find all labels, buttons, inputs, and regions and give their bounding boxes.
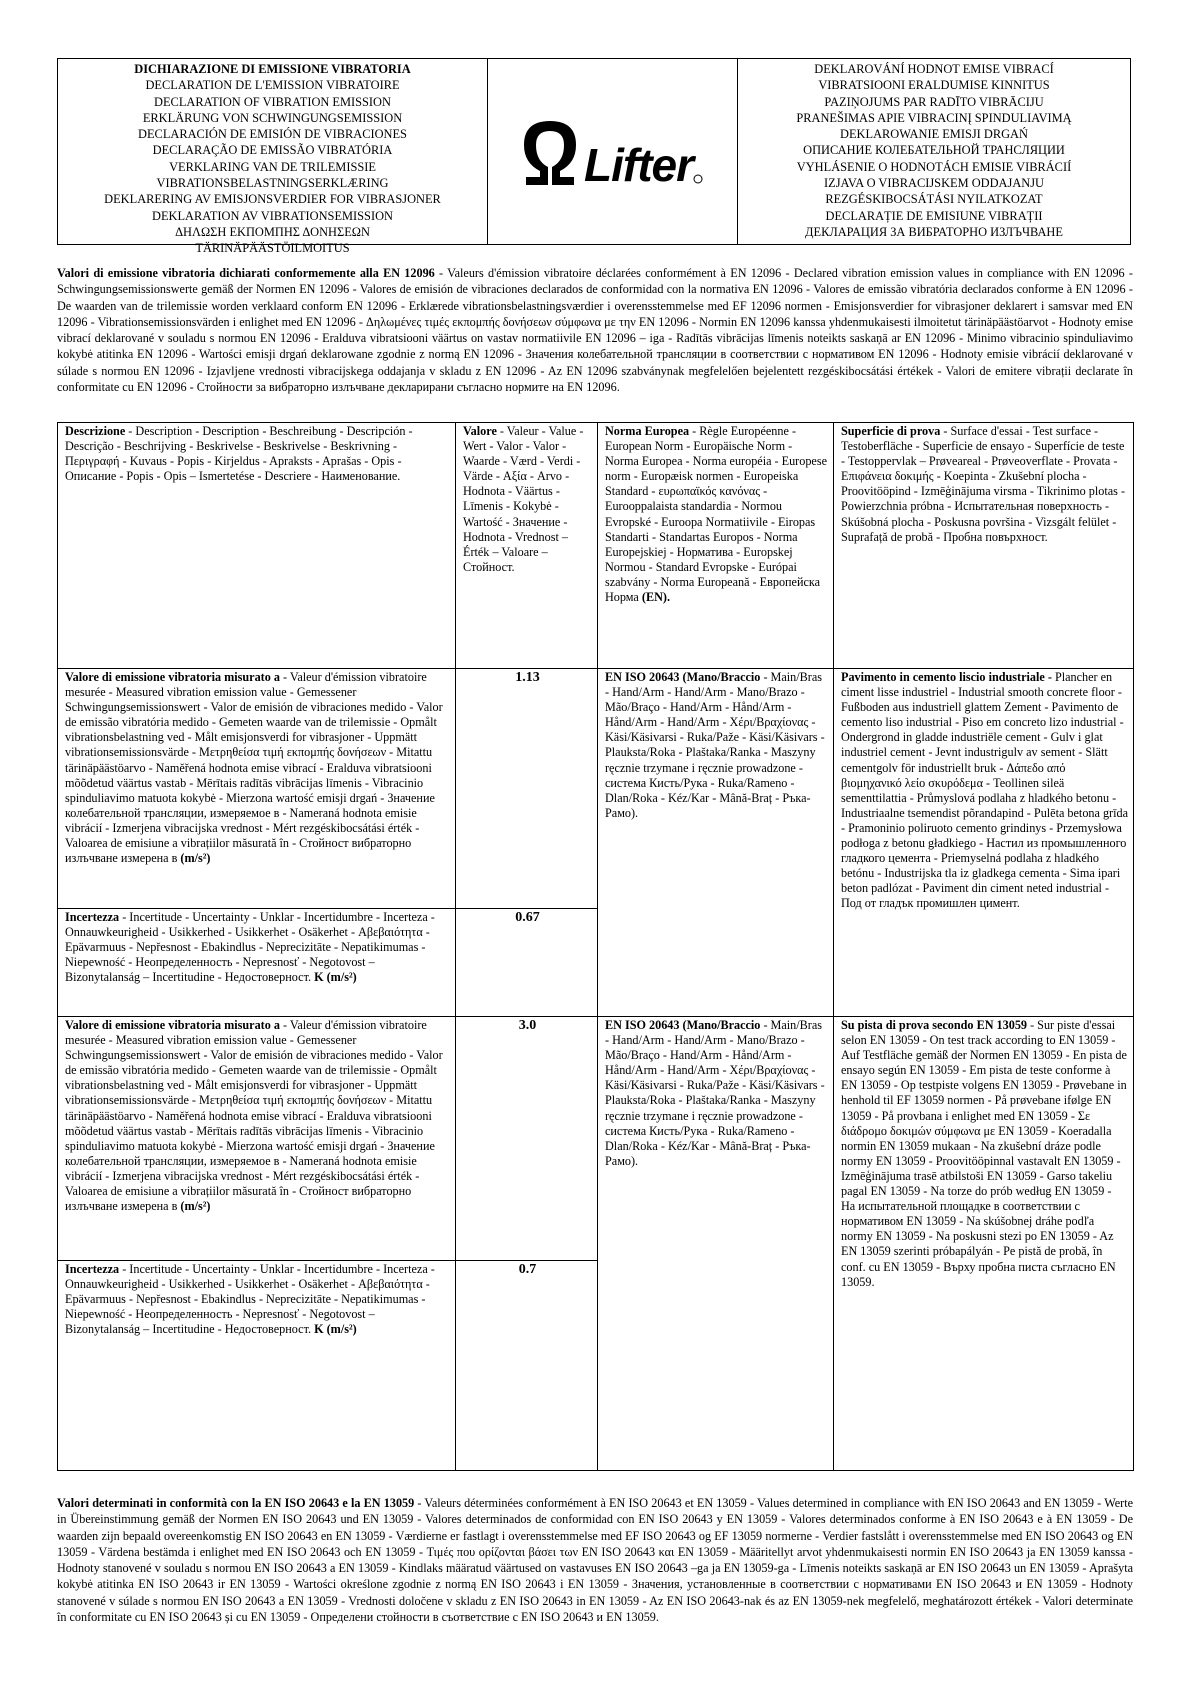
uncertainty-label: Incertezza - Incertitude - Uncertainty - Unklar - Incertidumbre - Incerteza - Onnauwkeurigheid - Usikkerhed - Usikkerhet - Osäkerhet - Αβεβαιότητα - Epävarmuus - Nepřesnost - Ebakindlus - Neprecizitāte - Nepatikimumas - Niepewność - Неопределенность - Nepresnosť - Negotovost – Bizonytalanság – Incertitudine - Недостоверност. K (m/s²) [58,909,456,1017]
title-line: DECLARAȚIE DE EMISIUNE VIBRAȚII [825,208,1043,223]
header-description: Descrizione - Description - Description - Beschreibung - Descripción - Descrição - Beschrijving - Beskrivelse - Beskrivelse - Beskrivning - Περιγραφή - Kuvaus - Popis - Kirjeldus - Apraksts - Aprašas - Opis - Описание - Popis - Opis – Ismertetése - Descriere - Наименование. [58,423,456,669]
logo-cell [488,59,738,244]
logo-wordmark: Lifter [584,139,693,191]
header-value: Valore - Valeur - Value - Wert - Valor - Valor - Waarde - Værd - Verdi - Värde - Αξία - Arvo - Hodnota - Väärtus - Līmenis - Kokybė - Wartość - Значение - Hodnota - Vrednost – Érték – Valoare – Стойност. [456,423,598,669]
title-line: VYHLÁSENIE O HODNOTÁCH EMISIE VIBRÁCIÍ [796,159,1072,174]
measured-label: Valore di emissione vibratoria misurato a - Valeur d'émission vibratoire mesurée - Measured vibration emission value - Gemessener Schwingungsemissionswert - Valor de emisión de vibraciones medido - Valor de emissão vibratória medido - Gemeten waarde van de trilemissie - Opmålt vibrationsbelastning ved - Målt emisjonsverdi for vibrasjoner - Uppmätt vibrationsemissionsvärde - Μετρηθείσα τιμή εκπομπής δονήσεων - Mitattu tärinäpäästöarvo - Naměřená hodnota emise vibrací - Eralduva vibratsiooni mõõdetud väärtus vastab - Mērītais radītās vibrācijas līmenis - Vibracinio spinduliavimo matuota kokybė - Mierzona wartość emisji drgań - Значение колебательной трансляции, измеряемое в - Nameraná hodnota emisie vibrácií - Izmerjena vibracijska vrednost - Mért rezgéskibocsátási érték - Valoarea de emisiune a vibrațiilor măsurată în - Стойност вибраторно излъчване измерена в (m/s²) [58,1017,456,1261]
measured-value: 3.0 [456,1017,598,1261]
footer-paragraph [57,1495,1133,1625]
footer-lead: Valori determinati in conformità con la EN ISO 20643 e la EN 13059 [57,1496,415,1510]
title-line: VIBRATSIOONI ERALDUMISE KINNITUS [818,78,1050,93]
footer-text: - Valeurs déterminées conformément à EN ISO 20643 et EN 13059 - Values determined in compliance with EN ISO 20643 and EN 13059 - Werte in Übereinstimmung gemäß der Normen EN ISO 20643 und EN 13059 - Valores determinados de conformidad con EN ISO 20643 y EN 13059 - Valores determinados conforme à EN ISO 20643 e à EN 13059 - De waarden zijn bepaald overeenkomstig EN ISO 20643 en EN 13059 - Værdierne er fastlagt i overensstemmelse med EF ISO 20643 og EF 13059 normerne - Verdier fastslått i overensstemmelse med EN ISO 20643 og EN 13059 - Värdena bestämda i enlighet med EN ISO 20643 och EN 13059 - Τιμές που ορίζονται βάσει των EN ISO 20643 και EN 13059 - Määritellyt arvot yhdenmukaisesti normin EN ISO 20643 ja EN 13059 kanssa - Hodnoty stanovené v souladu s normou EN ISO 20643 a EN 13059 - Kindlaks määratud väärtused on vastavuses EN ISO 20643 –ga ja EN 13059-ga - Līmenis noteikts saskaņā ar EN ISO 20643 un EN 13059 - Aprašyta kokybė atitinka EN ISO 20643 ir EN 13059 - Wartości określone zgodnie z normą EN ISO 20643 i EN 13059 - Значения, установленные в соответствии с нормативами EN ISO 20643 и EN 13059 - Hodnoty stanovené v súlade s normou EN ISO 20643 a EN 13059 - Vrednosti določene v skladu z EN ISO 20643 in EN 13059 - Az EN ISO 20643-nak és az EN 13059-nek megfelelő, meghatározott értékek - Valori determinate în conformitate cu EN ISO 20643 și cu EN 13059 - Определени стойности в съответствие с EN ISO 20643 и EN 13059. [57,1496,1133,1625]
intro-lead: Valori di emissione vibratoria dichiarati conformemente alla EN 12096 [57,266,435,280]
title-line: ДЕКЛАРАЦИЯ ЗА ВИБРАТОРНО ИЗЛЪЧВАНЕ [805,224,1063,239]
header-surface: Superficie di prova - Surface d'essai - Test surface - Testoberfläche - Superficie de ensayo - Superfície de teste - Testoppervlak – Prøveareal - Prøveoverflate - Provata - Επιφάνεια δοκιμής - Koepinta - Zkušební plocha - Proovitööpind - Izmēģinājuma virsma - Tikrinimo plotas - Powierzchnia próbna - Испытательная поверхность - Skúšobná plocha - Poskusna površina - Vizsgált felület - Suprafață de probă - Пробна повърхност. [834,423,1134,669]
declaration-header [57,58,1131,256]
title-line: VERKLARING VAN DE TRILEMISSIE [169,159,376,174]
title-line: ERKLÄRUNG VON SCHWINGUNGSEMISSION [142,110,403,125]
header-norm: Norma Europea - Règle Européenne - European Norm - Europäische Norm - Norma Europea - Norma européia - Europese norm - Europæisk normen - Europeiska Standard - ευρωπαϊκός κανόνας - Eurooppalaista standardia - Normou Evropské - Euroopa Normatiivile - Eiropas Standarti - Standartas Europos - Norma Europejskiej - Норматива - Europskej Normou - Standard Evropske - Európai szabvány - Norma Europeană - Европейска Норма (EN). [598,423,834,669]
surface-cell: Pavimento in cemento liscio industriale - Plancher en ciment lisse industriel - Industrial smooth concrete floor - Fußboden aus industriell glattem Zement - Pavimento de cemento liso industrial - Piso em concreto lizo industrial - Ondergrond in gladde industriële cement - Gulv i glat industriel cement - Jevnt industrigulv av sement - Slätt cementgolv för industriellt bruk - Δάπεδο από βιομηχανικό λείο σκυρόδεμα - Teollinen sileä sementtilattia - Průmyslová podlaha z hladkého betonu - Industriaalne tsemendist põrandapind - Pulēta betona grīda - Pramoninio poliruoto cemento grindinys - Przemysłowa podłoga z betonu gładkiego - Настил из промышленного гладкого цемента - Priemyselná podlaha z hladkého betónu - Industrijska tla iz gladkega cementa - Sima ipari beton padlózat - Paviment din ciment neted industrial - Под от гладък промишлен цимент. [834,669,1134,1017]
measured-label: Valore di emissione vibratoria misurato a - Valeur d'émission vibratoire mesurée - Measured vibration emission value - Gemessener Schwingungsemissionswert - Valor de emisión de vibraciones medido - Valor de emissão vibratória medido - Gemeten waarde van de trilemissie - Opmålt vibrationsbelastning ved - Målt emisjonsverdi for vibrasjoner - Uppmätt vibrationsemissionsvärde - Μετρηθείσα τιμή εκπομπής δονήσεων - Mitattu tärinäpäästöarvo - Naměřená hodnota emise vibrací - Eralduva vibratsiooni mõõdetud väärtus vastab - Mērītais radītās vibrācijas līmenis - Vibracinio spinduliavimo matuota kokybė - Mierzona wartość emisji drgań - Значение колебательной трансляции, измеряемое в - Nameraná hodnota emisie vibrácií - Izmerjena vibracijska vrednost - Mért rezgéskibocsátási érték - Valoarea de emisiune a vibrațiilor măsurată în - Стойност вибраторно излъчване измерена в (m/s²) [58,669,456,909]
title-line: DECLARACIÓN DE EMISIÓN DE VIBRACIONES [138,127,407,142]
norm-cell: EN ISO 20643 (Mano/Braccio - Main/Bras - Hand/Arm - Hand/Arm - Mano/Brazo - Mão/Braço - Hand/Arm - Hånd/Arm - Hånd/Arm - Hand/Arm - Χέρι/Βραχίονας - Käsi/Käsivarsi - Ruka/Paže - Käsi/Käsivars - Plauksta/Roka - Plaštaka/Ranka - Maszyny ręcznie trzymane i ręcznie prowadzone - система Кисть/Рука - Ruka/Rameno - Dlan/Roka - Kéz/Kar - Mână-Braț - Ръка-Рамо). [598,1017,834,1471]
intro-text: - Valeurs d'émission vibratoire déclarées conformément à EN 12096 - Declared vibration emission values in compliance with EN 12096 - Schwingungsemissionswerte gemäß der Normen EN 12096 - Valores de emisión de vibraciones declarados de conformidad con la normativa EN 12096 - Valores de emissão vibratória declarados conforme à EN 12096 - De waarden van de trilemissie worden verklaard conform EN 12096 - Erklærede vibrationsbelastningsværdier i overensstemmelse med EF 12096 normen - Emisjonsverdier for vibrasjoner deklarert i samsvar med EN 12096 - Vibrationsemissionsvärden i enlighet med EN 12096 - Δηλωμένες τιμές εκπομπής δονήσεων σύμφωνα με την EN 12096 - Normin EN 12096 kanssa yhdenmukaisesti ilmoitetut tärinäpäästöarvot - Hodnoty emise vibrací deklarované v souladu s normou EN 12096 - Eralduva vibratsiooni väärtus on vastav normatiivile EN 12096 – iga - Radītās vibrācijas līmenis noteikts saskaņā ar EN 12096 - Minimo vibracinio spinduliavimo kokybė atitinka EN 12096 - Wartości emisji drgań deklarowane zgodnie z normą EN 12096 - Значения колебательной трансляции в соответствии с нормативом EN 12096 - Hodnoty emisie vibrácií deklarované v súlade s normou EN 12096 - Izjavljene vrednosti vibracijskega oddajanja v skladu z EN 12096 - Az EN 12096 szabványnak megfelelően bejelentett rezgéskibocsátási értékek - Valori de emitere vibrații declarate în conformitate cu EN 12096 - Стойности за вибраторно излъчване декларирани съгласно нормите на EN 12096. [57,266,1133,395]
surface-cell: Su pista di prova secondo EN 13059 - Sur piste d'essai selon EN 13059 - On test track according to EN 13059 - Auf Testfläche gemäß der Normen EN 13059 - En pista de ensayo según EN 13059 - Em pista de teste conforme à EN 13059 - Op testpiste volgens EN 13059 - Prøvebane in henhold til EF 13059 normen - På prøvebane ifølge EN 13059 - På provbana i enlighet med EN 13059 - Σε διάδρομο δοκιμών σύμφωνα με EN 13059 - Koeradalla normin EN 13059 mukaan - Na zkušební dráze podle normy EN 13059 - Proovitööpinnal vastavalt EN 13059 - Izmēģinājuma trasē atbilstoši EN 13059 - Garso takeliu pagal EN 13059 - Na torze do prób według EN 13059 - На испытательной площадке в соответствии с нормативом EN 13059 - Na skúšobnej dráhe podľa normy EN 13059 - Na poskusni stezi po EN 13059 - Az EN 13059 szerinti próbapályán - Pe pistă de probă, în conf. cu EN 13059 - Върху пробна писта съгласно EN 13059. [834,1017,1134,1471]
uncertainty-value: 0.67 [456,909,598,1017]
title-list-right [738,59,1130,244]
lifter-logo [518,111,708,191]
title-line: DEKLARATION AV VIBRATIONSEMISSION [152,208,393,223]
title-line: PAZIŅOJUMS PAR RADĪTO VIBRĀCIJU [824,94,1044,109]
measured-value: 1.13 [456,669,598,909]
title-line: DECLARATION DE L'EMISSION VIBRATOIRE [145,78,400,93]
title-line: DICHIARAZIONE DI EMISSIONE VIBRATORIA [134,62,411,76]
title-line: DEKLAROWANIE EMISJI DRGAŃ [840,127,1028,142]
title-line: DECLARATION OF VIBRATION EMISSION [154,94,391,109]
uncertainty-value: 0.7 [456,1261,598,1471]
uncertainty-label: Incertezza - Incertitude - Uncertainty - Unklar - Incertidumbre - Incerteza - Onnauwkeurigheid - Usikkerhed - Usikkerhet - Osäkerhet - Αβεβαιότητα - Epävarmuus - Nepřesnost - Ebakindlus - Neprecizitāte - Nepatikimumas - Niepewność - Неопределенность - Nepresnosť - Negotovost – Bizonytalanság – Incertitudine - Недостоверност. K (m/s²) [58,1261,456,1471]
title-line: DEKLAROVÁNÍ HODNOT EMISE VIBRACÍ [814,62,1054,76]
norm-cell: EN ISO 20643 (Mano/Braccio - Main/Bras - Hand/Arm - Hand/Arm - Mano/Brazo - Mão/Braço - Hand/Arm - Hånd/Arm - Hånd/Arm - Hand/Arm - Χέρι/Βραχίονας - Käsi/Käsivarsi - Ruka/Paže - Käsi/Käsivars - Plauksta/Roka - Plaštaka/Ranka - Maszyny ręcznie trzymane i ręcznie prowadzone - система Кисть/Рука - Ruka/Rameno - Dlan/Roka - Kéz/Kar - Mână-Braț - Ръка-Рамо). [598,669,834,1017]
vibration-table [57,422,1134,1471]
intro-paragraph [57,265,1133,395]
title-line: VIBRATIONSBELASTNINGSERKLÆRING [156,176,389,191]
title-line: TÄRINÄPÄÄSTÖILMOITUS [195,241,350,256]
title-line: ΔΗΛΩΣΗ ΕΚΠΟΜΠΗΣ ΔΟΝΗΣΕΩΝ [175,224,370,239]
title-list-left [58,59,488,256]
title-line: DECLARAÇÃO DE EMISSÃO VIBRATÓRIA [152,143,393,158]
title-line: DEKLARERING AV EMISJONSVERDIER FOR VIBRASJONER [104,192,441,207]
table-row [58,669,1134,909]
title-line: PRANEŠIMAS APIE VIBRACINĮ SPINDULIAVIMĄ [796,110,1072,125]
table-row [58,1017,1134,1261]
table-header-row [58,423,1134,669]
title-line: REZGÉSKIBOCSÁTÁSI NYILATKOZAT [825,192,1043,207]
title-line: ОПИСАНИЕ КОЛЕБАТЕЛЬНОЙ ТРАНСЛЯЦИИ [803,143,1065,158]
title-line: IZJAVA O VIBRACIJSKEM ODDAJANJU [824,176,1044,191]
